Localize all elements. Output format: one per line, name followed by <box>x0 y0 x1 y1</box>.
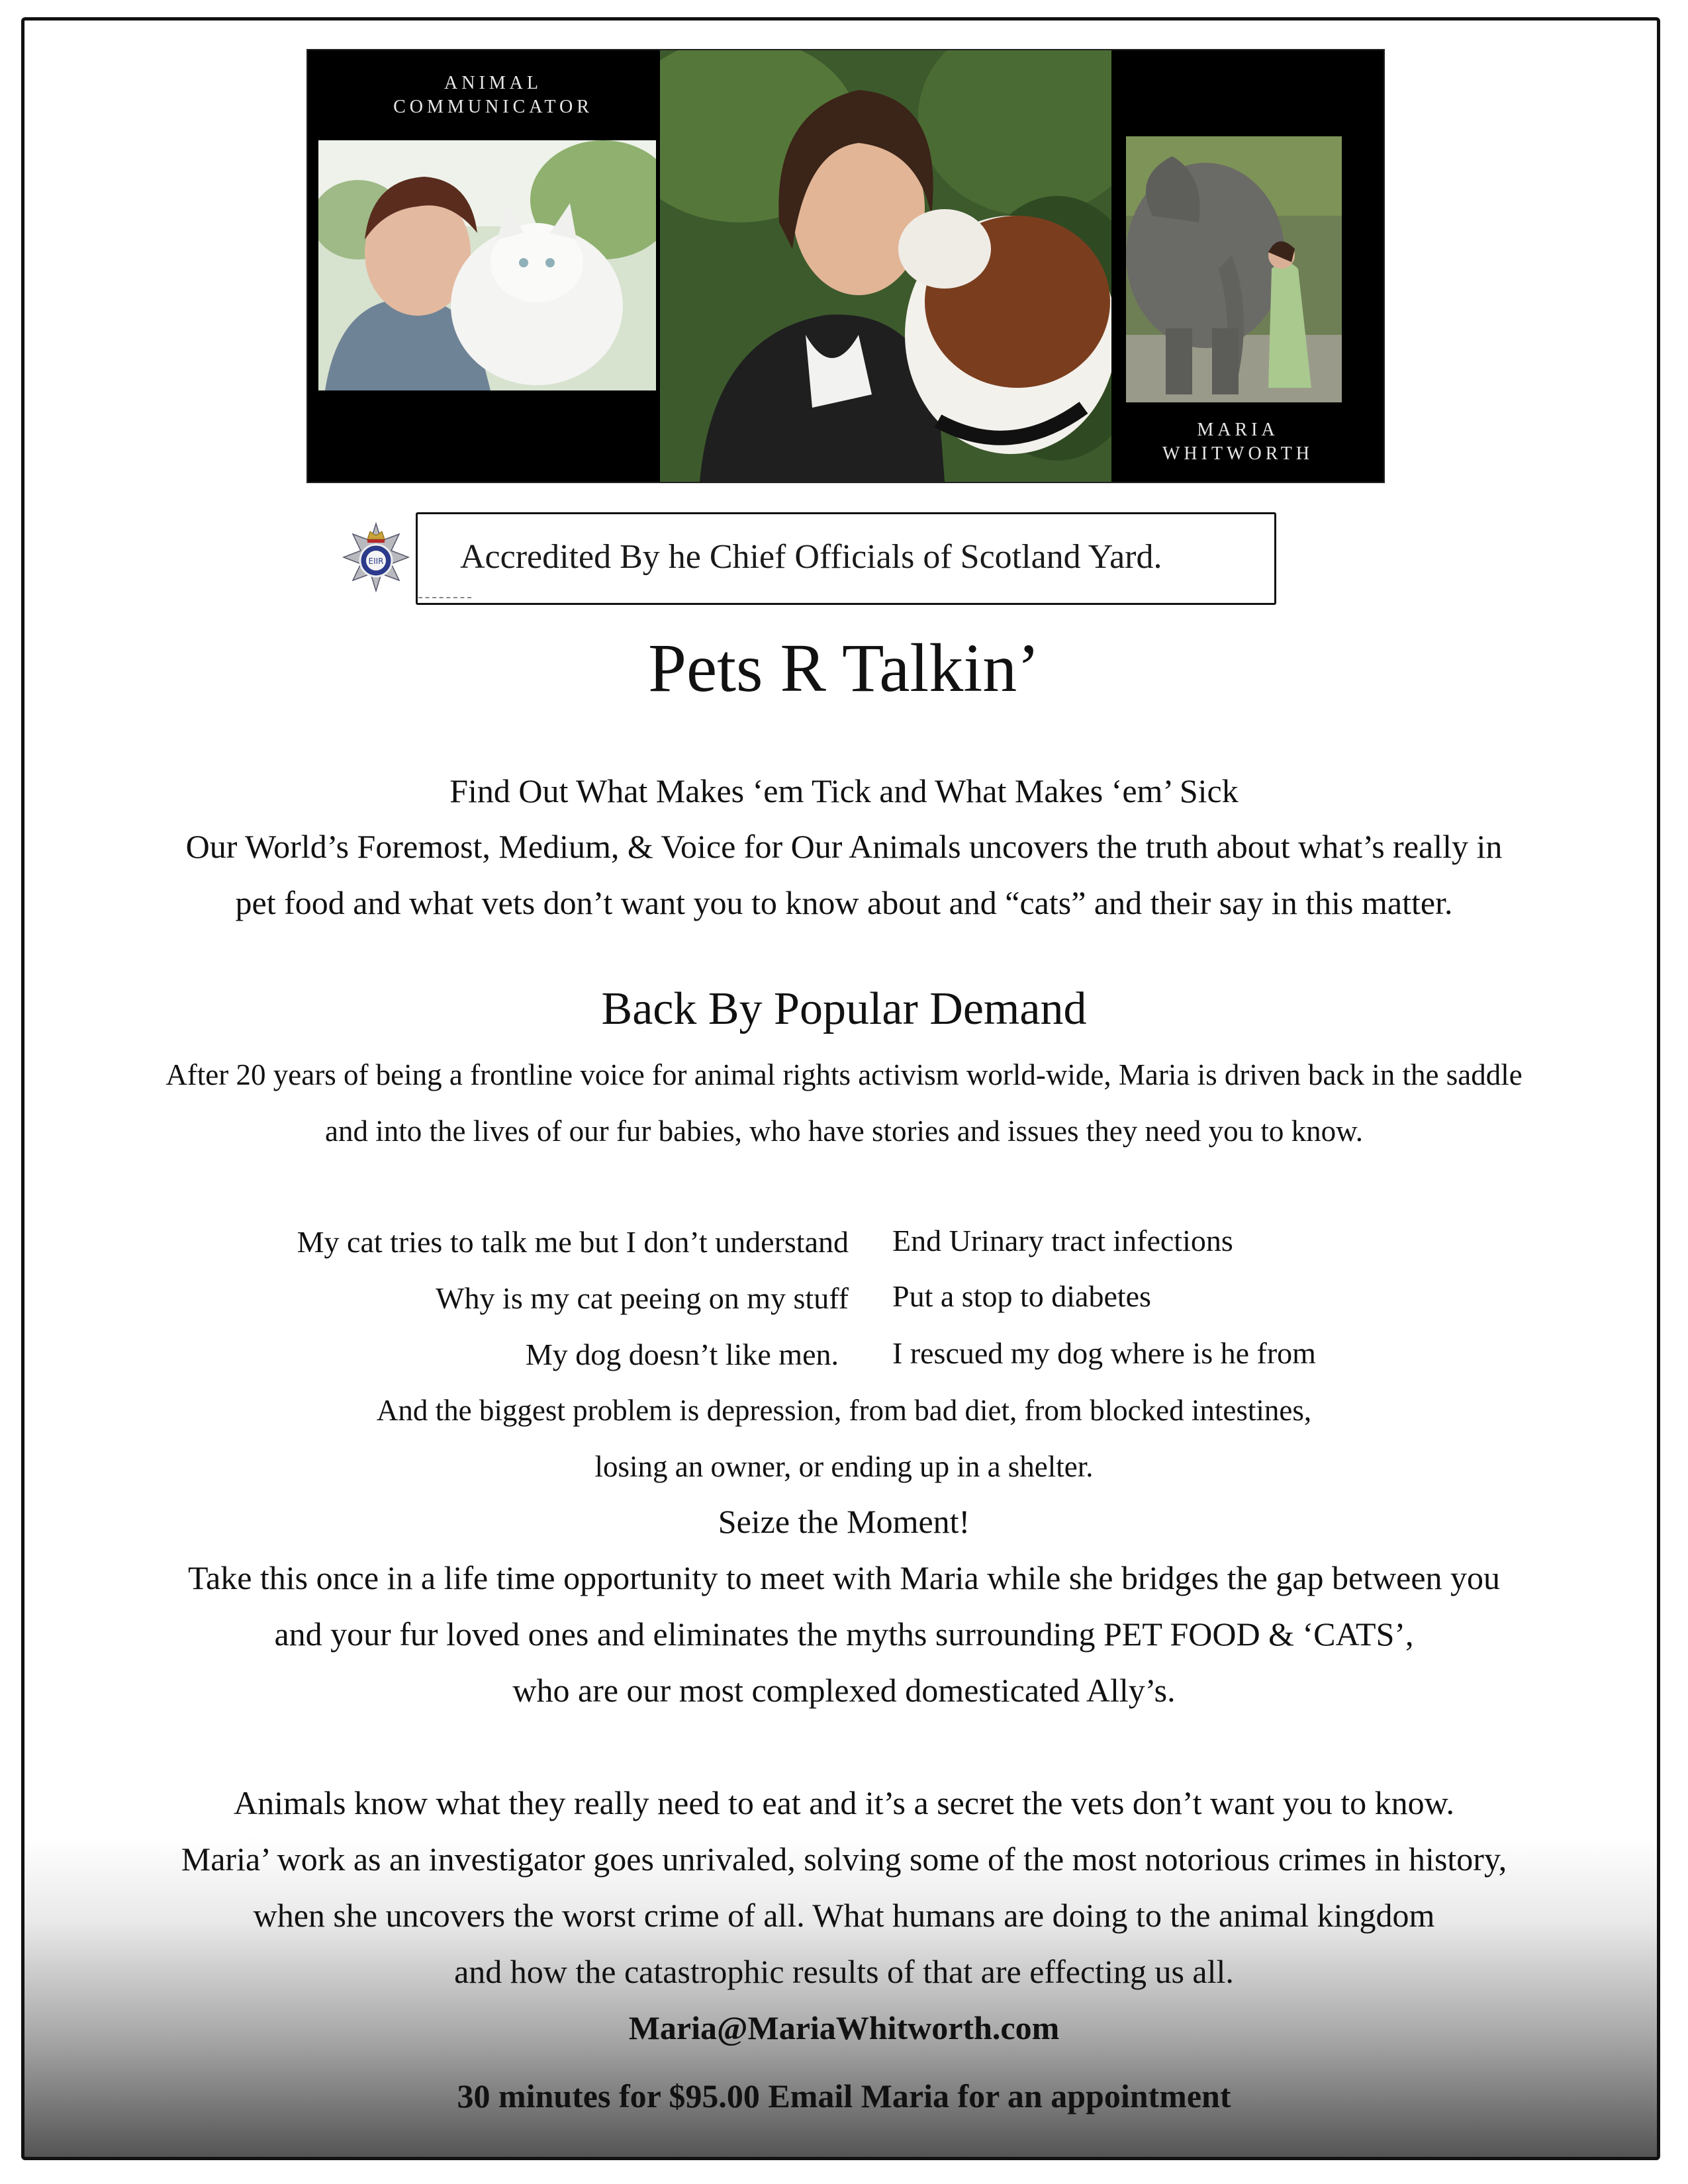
police-badge-icon <box>340 521 412 594</box>
back-text-line: After 20 years of being a frontline voice for animal rights activism world-wide, Maria is driven back in the saddle <box>165 1058 1523 1091</box>
banner-label-line: MARIA <box>1197 420 1279 440</box>
intro-tagline: Find Out What Makes ‘em Tick and What Makes ‘em’ Sick <box>449 772 1239 809</box>
accreditation-text: Accredited By he Chief Officials of Scotland Yard. <box>460 538 1162 576</box>
closing-text-line: Maria’ work as an investigator goes unrivaled, solving some of the most notorious crimes in history, <box>181 1841 1507 1878</box>
banner-label-line: COMMUNICATOR <box>393 97 593 117</box>
banner-label-bottom <box>1129 418 1347 466</box>
closing-text-line: Animals know what they really need to eat and it’s a secret the vets don’t want you to know. <box>234 1784 1454 1821</box>
section-heading-seize: Seize the Moment! <box>718 1503 970 1540</box>
photo-woman-with-elephant <box>1126 136 1342 402</box>
header-banner <box>306 49 1385 483</box>
appointment-offer: 30 minutes for $95.00 Email Maria for an appointment <box>457 2077 1231 2115</box>
seize-text-line: Take this once in a life time opportunity to meet with Maria while she bridges the gap between you <box>187 1559 1501 1596</box>
issue-item-right: I rescued my dog where is he from <box>892 1336 1316 1370</box>
problem-text-line: And the biggest problem is depression, from bad diet, from blocked intestines, <box>376 1394 1312 1427</box>
contact-email[interactable]: Maria@MariaWhitworth.com <box>628 2009 1060 2046</box>
seize-text-line: and your fur loved ones and eliminates the myths surrounding PET FOOD & ‘CATS’, <box>274 1615 1414 1653</box>
seize-text-line: who are our most complexed domesticated Ally’s. <box>512 1672 1176 1709</box>
intro-text-line: pet food and what vets don’t want you to know about and “cats” and their say in this matter. <box>235 884 1453 921</box>
issue-item-left: Why is my cat peeing on my stuff <box>436 1281 849 1315</box>
issue-item-left: My dog doesn’t like men. <box>525 1338 839 1371</box>
banner-label-top <box>361 71 626 119</box>
problem-text-line: losing an owner, or ending up in a shelter. <box>594 1450 1094 1483</box>
banner-label-line: WHITWORTH <box>1162 443 1314 464</box>
page-title: Pets R Talkin’ <box>648 630 1040 706</box>
photo-woman-with-dog <box>660 50 1111 482</box>
banner-label-line: ANIMAL <box>444 73 542 93</box>
closing-text-line: when she uncovers the worst crime of all. What humans are doing to the animal kingdom <box>253 1897 1435 1934</box>
divider <box>418 597 471 605</box>
section-heading-back: Back By Popular Demand <box>601 983 1087 1034</box>
intro-text-line: Our World’s Foremost, Medium, & Voice for Our Animals uncovers the truth about what’s really in <box>185 828 1503 865</box>
issue-item-right: Put a stop to diabetes <box>892 1279 1151 1313</box>
photo-woman-with-cat <box>318 140 656 390</box>
closing-text-line: and how the catastrophic results of that are effecting us all. <box>454 1953 1234 1990</box>
issue-item-left: My cat tries to talk me but I don’t understand <box>297 1225 849 1259</box>
back-text-line: and into the lives of our fur babies, who have stories and issues they need you to know. <box>324 1115 1363 1148</box>
badge-cipher: EIIR <box>368 557 384 566</box>
issue-item-right: End Urinary tract infections <box>892 1224 1233 1257</box>
